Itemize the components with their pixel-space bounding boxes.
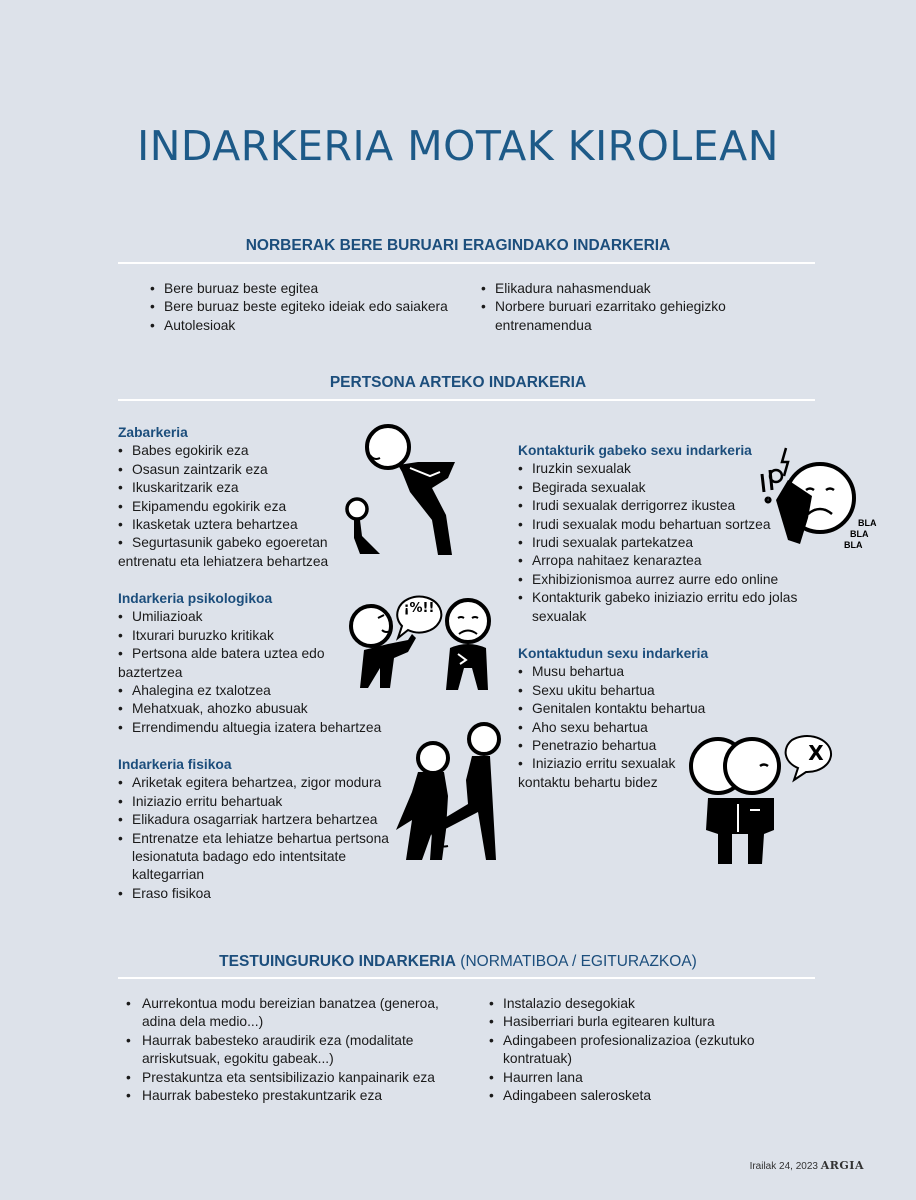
list-item: • Irudi sexualak modu behartuan sortzea xyxy=(518,516,797,534)
list-item: • Umiliazioak xyxy=(118,608,381,626)
divider xyxy=(118,977,815,979)
neglect-illustration xyxy=(340,420,465,560)
footer-date: Irailak 24, 2023 xyxy=(749,1161,818,1172)
list-item: • Bere buruaz beste egitea xyxy=(150,280,448,298)
list-item: • Adingabeen profesionalizazioa (ezkutuko kontratuak) xyxy=(489,1032,809,1069)
context-list-2 xyxy=(489,995,809,1105)
section-heading-context: TESTUINGURUKO INDARKERIA (NORMATIBOA / EGITURAZKOA) xyxy=(219,953,697,970)
bla-text: BLA xyxy=(844,540,863,550)
section-heading-inter: PERTSONA ARTEKO INDARKERIA xyxy=(329,374,587,391)
subsection-title: Indarkeria psikologikoa xyxy=(118,591,273,606)
subsection-title: Kontaktudun sexu indarkeria xyxy=(518,646,709,661)
group-physical xyxy=(118,756,389,903)
subsection-title: Kontakturik gabeko sexu indarkeria xyxy=(518,443,752,458)
list-item: • Pertsona alde batera uztea edo baztertzea xyxy=(118,645,381,682)
list-item: • Eraso fisikoa xyxy=(118,885,389,903)
group-contact xyxy=(518,645,708,792)
page-footer xyxy=(750,1159,864,1172)
list-item: • Itxurari buruzko kritikak xyxy=(118,627,381,645)
list-item: • Aho sexu behartua xyxy=(518,719,708,737)
subsection-title: Zabarkeria xyxy=(118,425,188,440)
contact-illustration xyxy=(688,730,848,866)
subsection-title: Indarkeria fisikoa xyxy=(118,757,232,772)
group-psych xyxy=(118,590,381,737)
bubble-text: ¡%!! xyxy=(403,601,435,616)
list-item: • Musu behartua xyxy=(518,663,708,681)
brand-logo: ARGIA xyxy=(820,1159,864,1172)
list-item: • Arropa nahitaez kenaraztea xyxy=(518,552,797,570)
list-item: • Mehatxuak, ahozko abusuak xyxy=(118,700,381,718)
list-item: • Entrenatze eta lehiatze behartua pertsona lesionatuta badago edo intentsitate kaltegarrian xyxy=(118,830,389,885)
list-item: • Kontakturik gabeko iniziazio erritu edo jolas sexualak xyxy=(518,589,797,626)
self-list-2 xyxy=(481,280,726,335)
group-neglect xyxy=(118,424,328,571)
list-item: • Ariketak egitera behartzea, zigor modura xyxy=(118,774,389,792)
list-item: • Autolesioak xyxy=(150,317,448,335)
noncontact-illustration xyxy=(752,440,877,555)
bla-text: BLA xyxy=(858,518,877,528)
list-item: • Iniziazio erritu behartuak xyxy=(118,793,389,811)
divider xyxy=(118,262,815,264)
self-list-1 xyxy=(150,280,448,335)
list-item: • Iniziazio erritu sexualak kontaktu behartu bidez xyxy=(518,755,708,792)
list-item: • Elikadura osagarriak hartzera behartzea xyxy=(118,811,389,829)
divider xyxy=(118,399,815,401)
list-item: • Hasiberriari burla egitearen kultura xyxy=(489,1013,809,1031)
list-item: • Irudi sexualak partekatzea xyxy=(518,534,797,552)
list-item: • Genitalen kontaktu behartua xyxy=(518,700,708,718)
list-item: • Haurrak babesteko prestakuntzarik eza xyxy=(122,1087,462,1105)
list-item: • Haurrak babesteko araudirik eza (modalitate arriskutsuak, egokitu gabeak...) xyxy=(122,1032,462,1069)
x-mark: X xyxy=(808,741,824,765)
page-title: INDARKERIA MOTAK KIROLEAN xyxy=(137,122,779,170)
list-item: • Irudi sexualak derrigorrez ikustea xyxy=(518,497,797,515)
list-item: • Begirada sexualak xyxy=(518,479,797,497)
list-item: • Ikuskaritzarik eza xyxy=(118,479,328,497)
list-item: • Babes egokirik eza xyxy=(118,442,328,460)
list-item: • Errendimendu altuegia izatera behartzea xyxy=(118,719,381,737)
list-item: • Bere buruaz beste egiteko ideiak edo saiakera xyxy=(150,298,448,316)
list-item: • Norbere buruari ezarritako gehiegizko entrenamendua xyxy=(481,298,726,335)
list-item: • Instalazio desegokiak xyxy=(489,995,809,1013)
list-item: • Exhibizionismoa aurrez aurre edo online xyxy=(518,571,797,589)
list-item: • Iruzkin sexualak xyxy=(518,460,797,478)
psych-illustration xyxy=(346,588,496,693)
list-item: • Penetrazio behartua xyxy=(518,737,708,755)
list-item: • Prestakuntza eta sentsibilizazio kanpainarik eza xyxy=(122,1069,462,1087)
bla-text: BLA xyxy=(850,529,869,539)
list-item: • Osasun zaintzarik eza xyxy=(118,461,328,479)
list-item: • Elikadura nahasmenduak xyxy=(481,280,726,298)
section-heading-self: NORBERAK BERE BURUARI ERAGINDAKO INDARKERIA xyxy=(245,237,671,254)
list-item: • Aurrekontua modu bereizian banatzea (generoa, adina dela medio...) xyxy=(122,995,462,1032)
list-item: • Ekipamendu egokirik eza xyxy=(118,498,328,516)
physical-illustration xyxy=(390,720,502,865)
context-list-1 xyxy=(122,995,462,1105)
list-item: • Ahalegina ez txalotzea xyxy=(118,682,381,700)
list-item: • Haurren lana xyxy=(489,1069,809,1087)
list-item: • Sexu ukitu behartua xyxy=(518,682,708,700)
list-item: • Segurtasunik gabeko egoeretan entrenatu eta lehiatzera behartzea xyxy=(118,534,328,571)
list-item: • Adingabeen salerosketa xyxy=(489,1087,809,1105)
list-item: • Ikasketak uztera behartzea xyxy=(118,516,328,534)
